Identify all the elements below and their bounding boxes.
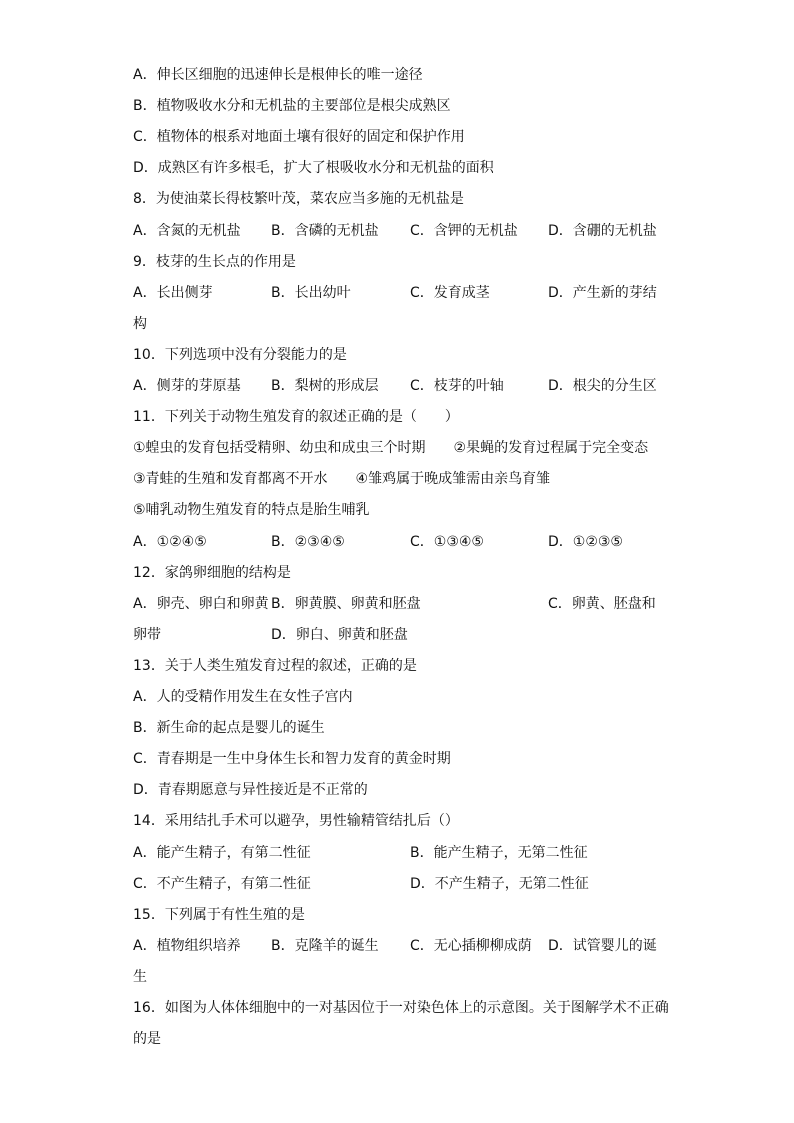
option-item: C．无心插柳柳成荫 [410, 937, 532, 954]
option-item: A．长出侧芽 [133, 284, 213, 301]
option-item: 卵带 [133, 626, 161, 643]
text-line: 构 [133, 315, 147, 332]
option-item: A．①②④⑤ [133, 533, 207, 550]
option-item: C．含钾的无机盐 [410, 222, 518, 239]
option-item: D．不产生精子，无第二性征 [410, 875, 589, 892]
text-line: 的是 [133, 1031, 161, 1048]
text-line: A．伸长区细胞的迅速伸长是根伸长的唯一途径 [133, 67, 423, 83]
option-item: B．卵黄膜、卵黄和胚盘 [271, 595, 421, 612]
text-line: D．成熟区有许多根毛，扩大了根吸收水分和无机盐的面积 [133, 160, 494, 177]
text-line: 15．下列属于有性生殖的是 [133, 906, 305, 923]
option-item: A．含氮的无机盐 [133, 222, 241, 239]
text-line: 9．枝芽的生长点的作用是 [133, 253, 296, 270]
options-row [133, 623, 673, 647]
option-item: D．卵白、卵黄和胚盘 [271, 626, 408, 643]
text-line: C．植物体的根系对地面土壤有很好的固定和保护作用 [133, 129, 465, 146]
text-line: ①蝗虫的发育包括受精卵、幼虫和成虫三个时期 ②果蝇的发育过程属于完全变态 [133, 440, 649, 457]
option-item: B．②③④⑤ [271, 533, 345, 550]
text-line: B．植物吸收水分和无机盐的主要部位是根尖成熟区 [133, 98, 451, 115]
option-item: D．根尖的分生区 [548, 378, 657, 394]
option-item: A．卵壳、卵白和卵黄 [133, 595, 269, 612]
text-line: 11．下列关于动物生殖发育的叙述正确的是（ ） [133, 409, 459, 426]
option-item: C．①③④⑤ [410, 533, 484, 550]
text-line: A．人的受精作用发生在女性子宫内 [133, 689, 353, 705]
options-row [133, 281, 673, 305]
options-row [133, 934, 673, 958]
options-row [133, 872, 673, 896]
text-line: 14．采用结扎手术可以避孕，男性输精管结扎后（） [133, 813, 459, 830]
option-item: B．含磷的无机盐 [271, 222, 379, 239]
text-line: 8．为使油菜长得枝繁叶茂，菜农应当多施的无机盐是 [133, 191, 464, 208]
option-item: A．侧芽的芽原基 [133, 378, 241, 394]
options-row [133, 374, 673, 398]
option-item: C．不产生精子，有第二性征 [133, 875, 311, 892]
option-item: D．产生新的芽结 [548, 284, 657, 301]
option-item: B．长出幼叶 [271, 284, 351, 301]
text-line: 16．如图为人体体细胞中的一对基因位于一对染色体上的示意图。关于图解学术不正确 [133, 1000, 669, 1016]
option-item: D．含硼的无机盐 [548, 222, 657, 239]
options-row [133, 530, 673, 554]
text-line: D．青春期愿意与异性接近是不正常的 [133, 782, 368, 799]
option-item: A．能产生精子，有第二性征 [133, 844, 311, 861]
text-line: 生 [133, 968, 147, 985]
options-row [133, 219, 673, 243]
text-line: C．青春期是一生中身体生长和智力发育的黄金时期 [133, 751, 451, 768]
text-line: 12．家鸽卵细胞的结构是 [133, 564, 291, 581]
option-item: B．克隆羊的诞生 [271, 937, 379, 954]
text-line: ③青蛙的生殖和发育都离不开水 ④雏鸡属于晚成雏需由亲鸟育雏 [133, 471, 551, 488]
option-item: C．枝芽的叶轴 [410, 378, 504, 394]
option-item: B．梨树的形成层 [271, 378, 379, 394]
text-line: ⑤哺乳动物生殖发育的特点是胎生哺乳 [133, 502, 370, 519]
text-line: 13．关于人类生殖发育过程的叙述，正确的是 [133, 657, 417, 674]
options-row [133, 841, 673, 865]
option-item: D．①②③⑤ [548, 533, 623, 550]
option-item: A．植物组织培养 [133, 937, 241, 954]
text-line: 10．下列选项中没有分裂能力的是 [133, 346, 347, 363]
option-item: C．卵黄、胚盘和 [548, 595, 656, 612]
text-line: B．新生命的起点是婴儿的诞生 [133, 720, 325, 737]
option-item: D．试管婴儿的诞 [548, 937, 657, 954]
option-item: C．发育成茎 [410, 284, 490, 301]
options-row [133, 592, 673, 616]
option-item: B．能产生精子，无第二性征 [410, 844, 588, 861]
